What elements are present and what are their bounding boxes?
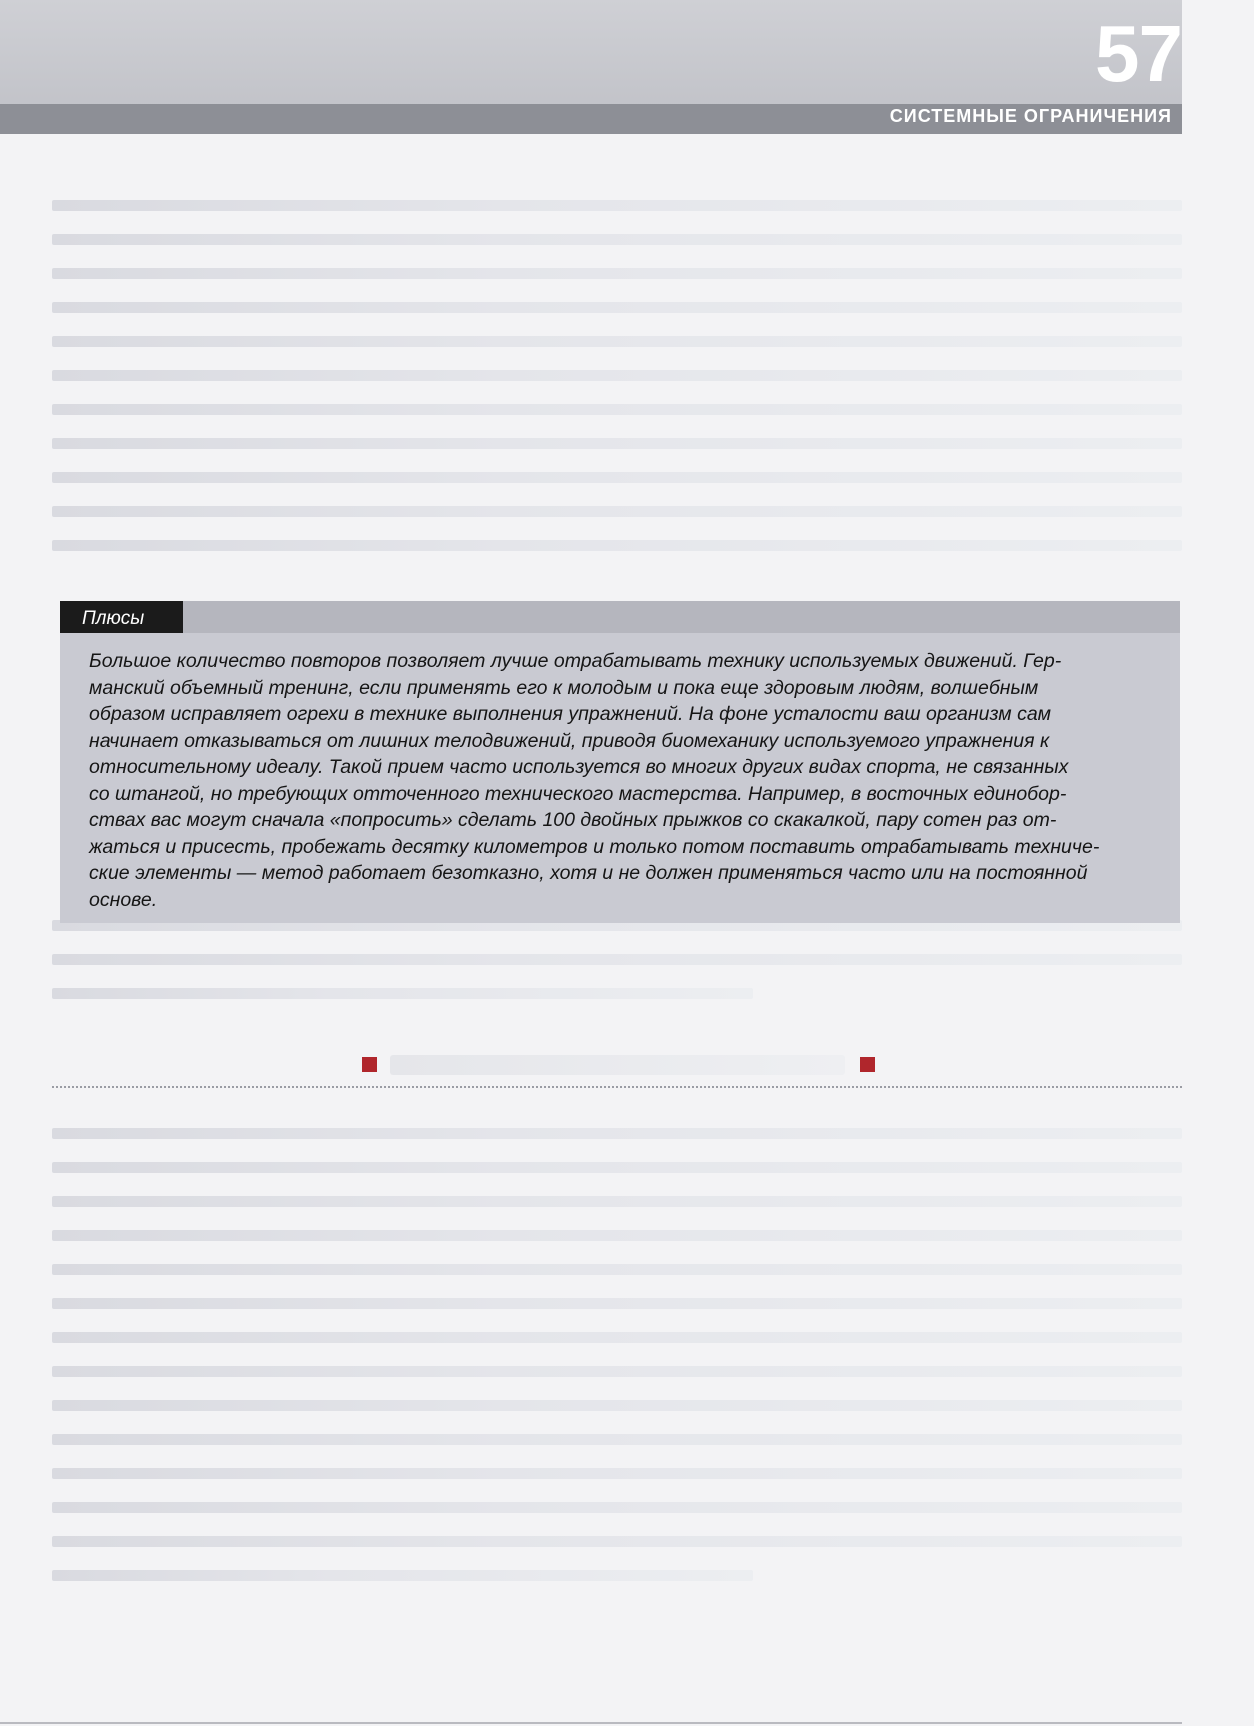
pros-text-line: относительному идеалу. Такой прием часто используется во многих других видах спорта, не связанных bbox=[89, 756, 1069, 778]
faded-line bbox=[52, 1570, 753, 1581]
pros-text-line: со штангой, но требующих отточенного технического мастерства. Например, в восточных единобор- bbox=[89, 782, 1067, 805]
faded-line bbox=[52, 472, 1182, 483]
pros-text-line: ские элементы — метод работает безотказно, хотя и не должен применяться часто или на постоянной bbox=[89, 862, 1088, 884]
faded-line bbox=[52, 540, 1182, 551]
faded-line bbox=[52, 1502, 1182, 1513]
faded-line bbox=[52, 1366, 1182, 1377]
faded-line bbox=[52, 438, 1182, 449]
page-number: 57 bbox=[1095, 9, 1182, 98]
faded-line bbox=[52, 1128, 1182, 1139]
faded-paragraph-top bbox=[52, 200, 1182, 574]
pros-text-line: Большое количество повторов позволяет лучше отрабатывать технику используемых движений. Гер- bbox=[89, 650, 1062, 672]
faded-line bbox=[52, 1298, 1182, 1309]
dotted-divider bbox=[52, 1086, 1182, 1088]
section-title: СИСТЕМНЫЕ ОГРАНИЧЕНИЯ bbox=[889, 106, 1172, 126]
pros-header-strip bbox=[183, 601, 1180, 633]
faded-paragraph-bottom bbox=[52, 1128, 1182, 1604]
pros-text-line: образом исправляет огрехи в технике выполнения упражнений. На фоне усталости ваш организм сам bbox=[89, 703, 1052, 725]
pros-text-line: манский объемный тренинг, если применять его к молодым и пока еще здоровым людям, волшебным bbox=[89, 676, 1039, 699]
faded-line bbox=[52, 506, 1182, 517]
faded-line bbox=[52, 404, 1182, 415]
faded-line bbox=[52, 1230, 1182, 1241]
faded-subheading bbox=[390, 1055, 845, 1075]
faded-line bbox=[52, 954, 1182, 965]
pros-text-line: основе. bbox=[89, 888, 158, 911]
faded-line bbox=[52, 268, 1182, 279]
pros-text-line: жаться и присесть, пробежать десятку километров и только потом поставить отрабатывать техниче- bbox=[89, 835, 1100, 858]
red-square-marker-left bbox=[362, 1057, 377, 1072]
pros-label: Плюсы bbox=[82, 608, 145, 629]
faded-line bbox=[52, 1434, 1182, 1445]
red-square-marker-right bbox=[860, 1057, 875, 1072]
faded-line bbox=[52, 1264, 1182, 1275]
pros-text-line: ствах вас могут сначала «попросить» сделать 100 двойных прыжков со скакалкой, пару сотен раз от- bbox=[89, 809, 1057, 831]
faded-line bbox=[52, 1196, 1182, 1207]
pros-text-line: начинает отказываться от лишних телодвижений, приводя биомеханику используемого упражнения к bbox=[89, 729, 1050, 752]
faded-paragraph-middle bbox=[52, 920, 1182, 1022]
faded-line bbox=[52, 1468, 1182, 1479]
faded-line bbox=[52, 1332, 1182, 1343]
faded-line bbox=[52, 988, 753, 999]
pros-text bbox=[89, 648, 1151, 913]
faded-line bbox=[52, 200, 1182, 211]
faded-line bbox=[52, 1162, 1182, 1173]
faded-line bbox=[52, 370, 1182, 381]
faded-line bbox=[52, 1536, 1182, 1547]
bottom-rule bbox=[0, 1722, 1182, 1724]
faded-line bbox=[52, 1400, 1182, 1411]
faded-line bbox=[52, 302, 1182, 313]
faded-line bbox=[52, 336, 1182, 347]
faded-line bbox=[52, 234, 1182, 245]
